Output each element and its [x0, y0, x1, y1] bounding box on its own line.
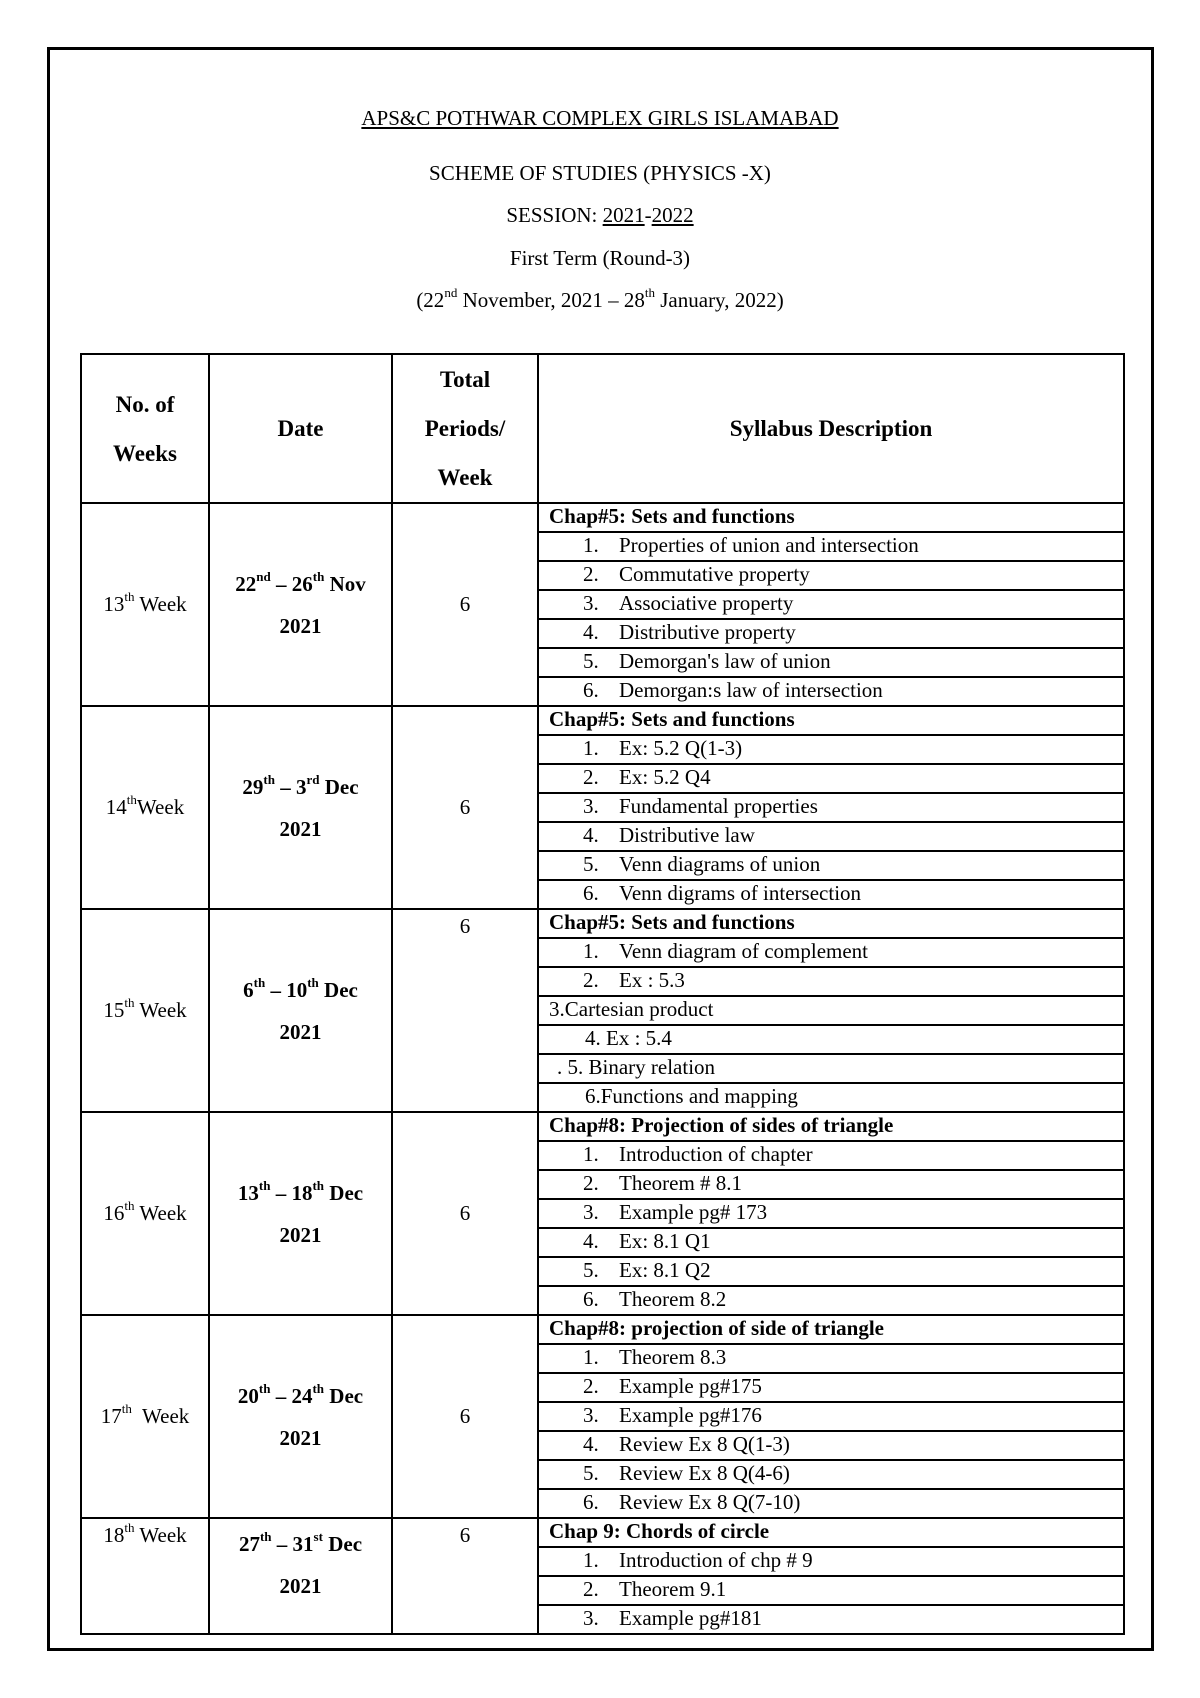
school-title: APS&C POTHWAR COMPLEX GIRLS ISLAMABAD — [361, 106, 839, 130]
item-number: 1. — [583, 1142, 599, 1166]
week-cell — [81, 1112, 209, 1315]
item-text: Example pg#176 — [619, 1403, 762, 1427]
list-item — [539, 1490, 1123, 1517]
periods-header-line3: Week — [437, 465, 493, 490]
table-row — [81, 503, 1124, 532]
item-number: 5. — [583, 649, 599, 673]
date-sep: – — [270, 1383, 292, 1408]
item-number: 2. — [583, 1577, 599, 1601]
week-sup: th — [124, 589, 135, 605]
list-item: 4. Ex : 5.4 — [585, 1026, 672, 1050]
syllabus-cell — [538, 619, 1124, 648]
date-end: 31 — [292, 1532, 314, 1556]
date-cell — [209, 1112, 392, 1315]
syllabus-cell — [538, 1605, 1124, 1634]
list-item: 3.Cartesian product — [549, 997, 714, 1021]
item-text: Theorem 8.2 — [619, 1287, 727, 1311]
term-title: First Term (Round-3) — [509, 246, 691, 270]
syllabus-cell — [538, 1344, 1124, 1373]
table-header-row — [81, 354, 1124, 503]
item-text: Ex: 8.1 Q1 — [619, 1229, 711, 1253]
syllabus-cell — [538, 561, 1124, 590]
col-header-date: Date — [209, 354, 392, 503]
date-year: 2021 — [279, 1019, 322, 1044]
week-cell — [81, 503, 209, 706]
list-item — [539, 1171, 1123, 1198]
week-sup: th — [124, 995, 135, 1011]
item-number: 6. — [583, 678, 599, 702]
syllabus-cell — [538, 1373, 1124, 1402]
item-number: 4. — [583, 1229, 599, 1253]
date-month: Nov — [324, 571, 366, 596]
date-month: Dec — [324, 1383, 364, 1408]
date-start-sup: th — [258, 1380, 271, 1396]
item-text: Review Ex 8 Q(1-3) — [619, 1432, 790, 1456]
syllabus-cell — [538, 822, 1124, 851]
date-start: 29 — [242, 774, 264, 799]
periods-cell: 6 — [392, 1112, 538, 1315]
syllabus-cell — [538, 909, 1124, 938]
range-mid: November, 2021 – 28 — [457, 288, 645, 312]
syllabus-cell — [538, 880, 1124, 909]
date-end: 26 — [291, 571, 313, 596]
item-text: Fundamental properties — [619, 794, 818, 818]
item-number: 1. — [583, 939, 599, 963]
term-date-range — [0, 285, 1200, 312]
chapter-heading: Chap 9: Chords of circle — [549, 1519, 770, 1543]
date-sep: – — [270, 571, 292, 596]
date-month: Dec — [319, 774, 359, 799]
week-sup: th — [126, 792, 137, 808]
list-item — [539, 533, 1123, 560]
item-text: Venn diagram of complement — [619, 939, 869, 963]
item-number: 1. — [583, 1548, 599, 1572]
list-item — [539, 765, 1123, 792]
item-number: 4. — [583, 823, 599, 847]
list-item — [539, 881, 1123, 908]
list-item — [539, 1577, 1123, 1604]
list-item: 6.Functions and mapping — [585, 1084, 798, 1108]
list-item — [539, 1461, 1123, 1488]
scheme-title: SCHEME OF STUDIES (PHYSICS -X) — [429, 161, 771, 185]
periods-cell: 6 — [392, 503, 538, 706]
item-text: Ex: 5.2 Q4 — [619, 765, 711, 789]
week-number: 16 — [103, 1201, 125, 1225]
item-text: Theorem 8.3 — [619, 1345, 727, 1369]
periods-header-line1: Total — [439, 367, 491, 392]
item-text: Ex: 8.1 Q2 — [619, 1258, 711, 1282]
syllabus-cell — [538, 648, 1124, 677]
syllabus-cell — [538, 1431, 1124, 1460]
list-item — [539, 794, 1123, 821]
date-end-sup: th — [312, 1380, 325, 1396]
scheme-table — [80, 353, 1125, 1635]
date-cell — [209, 909, 392, 1112]
item-number: 2. — [583, 1374, 599, 1398]
list-item — [539, 852, 1123, 879]
table-row — [81, 1112, 1124, 1141]
syllabus-cell — [538, 1460, 1124, 1489]
item-text: Distributive law — [619, 823, 755, 847]
date-sep: – — [271, 1532, 293, 1556]
list-item — [539, 591, 1123, 618]
date-cell — [209, 1315, 392, 1518]
item-text: Venn digrams of intersection — [619, 881, 862, 905]
periods-cell: 6 — [392, 706, 538, 909]
item-text: Review Ex 8 Q(7-10) — [619, 1490, 801, 1514]
list-item: . 5. Binary relation — [557, 1055, 716, 1079]
syllabus-cell — [538, 1257, 1124, 1286]
session-end: 2022 — [651, 203, 694, 227]
syllabus-cell — [538, 1025, 1124, 1054]
item-text: Demorgan:s law of intersection — [619, 678, 883, 702]
list-item — [539, 1229, 1123, 1256]
syllabus-cell — [538, 1170, 1124, 1199]
week-word: Week — [136, 795, 185, 819]
item-number: 3. — [583, 1200, 599, 1224]
date-start-sup: th — [258, 1177, 271, 1193]
week-number: 13 — [103, 592, 125, 616]
item-number: 6. — [583, 881, 599, 905]
syllabus-cell — [538, 764, 1124, 793]
list-item — [539, 939, 1123, 966]
date-sep: – — [270, 1180, 292, 1205]
list-item — [539, 649, 1123, 676]
syllabus-cell — [538, 590, 1124, 619]
date-cell — [209, 503, 392, 706]
date-end: 18 — [291, 1180, 313, 1205]
date-start-sup: th — [259, 1529, 272, 1545]
date-end-sup: th — [307, 974, 319, 990]
item-text: Introduction of chapter — [619, 1142, 813, 1166]
table-row — [81, 1315, 1124, 1344]
weeks-header-line1: No. of — [115, 391, 175, 417]
date-start: 6 — [243, 977, 254, 1002]
list-item — [539, 736, 1123, 763]
item-number: 3. — [583, 591, 599, 615]
periods-cell: 6 — [392, 1315, 538, 1518]
session-start: 2021 — [602, 203, 645, 227]
week-number: 14 — [105, 795, 127, 819]
table-row — [81, 1518, 1124, 1547]
date-start-sup: nd — [256, 568, 271, 584]
list-item — [539, 1403, 1123, 1430]
range-open: (22 — [416, 288, 445, 312]
syllabus-cell — [538, 851, 1124, 880]
item-number: 3. — [583, 1403, 599, 1427]
date-month: Dec — [324, 1180, 364, 1205]
syllabus-cell — [538, 1286, 1124, 1315]
table-row — [81, 909, 1124, 938]
syllabus-cell — [538, 735, 1124, 764]
list-item — [539, 678, 1123, 705]
list-item — [539, 620, 1123, 647]
week-cell — [81, 1518, 209, 1634]
syllabus-cell — [538, 1518, 1124, 1547]
week-cell — [81, 706, 209, 909]
syllabus-cell — [538, 996, 1124, 1025]
list-item — [539, 1200, 1123, 1227]
date-month: Dec — [322, 1532, 363, 1556]
periods-cell: 6 — [392, 909, 538, 1112]
item-number: 4. — [583, 1432, 599, 1456]
chapter-heading: Chap#8: Projection of sides of triangle — [549, 1113, 894, 1137]
item-text: Theorem 9.1 — [619, 1577, 727, 1601]
date-start: 27 — [238, 1532, 260, 1556]
list-item — [539, 562, 1123, 589]
item-number: 5. — [583, 1461, 599, 1485]
chapter-heading: Chap#5: Sets and functions — [549, 504, 795, 528]
syllabus-cell — [538, 1576, 1124, 1605]
item-number: 4. — [583, 620, 599, 644]
list-item — [539, 1548, 1123, 1575]
syllabus-cell — [538, 503, 1124, 532]
item-number: 6. — [583, 1287, 599, 1311]
date-sep: – — [265, 977, 287, 1002]
syllabus-cell — [538, 1315, 1124, 1344]
syllabus-cell — [538, 677, 1124, 706]
date-end-sup: th — [312, 568, 325, 584]
range-close: January, 2022) — [655, 288, 784, 312]
syllabus-cell — [538, 1054, 1124, 1083]
item-text: Ex: 5.2 Q(1-3) — [619, 736, 743, 760]
list-item — [539, 823, 1123, 850]
range-sup-1: nd — [444, 285, 458, 301]
item-text: Example pg# 173 — [619, 1200, 768, 1224]
date-year: 2021 — [279, 613, 322, 638]
date-start-sup: th — [263, 771, 275, 787]
item-number: 2. — [583, 968, 599, 992]
list-item — [539, 1258, 1123, 1285]
date-year: 2021 — [279, 1425, 322, 1450]
date-end: 24 — [291, 1383, 313, 1408]
syllabus-cell — [538, 1489, 1124, 1518]
week-word: Week — [134, 592, 187, 616]
item-number: 2. — [583, 562, 599, 586]
table-row — [81, 706, 1124, 735]
item-number: 5. — [583, 1258, 599, 1282]
item-number: 1. — [583, 1345, 599, 1369]
week-word: Week — [134, 1523, 187, 1547]
item-text: Commutative property — [619, 562, 810, 586]
week-sup: th — [124, 1520, 135, 1536]
syllabus-cell — [538, 967, 1124, 996]
syllabus-cell — [538, 1547, 1124, 1576]
week-sup: th — [124, 1198, 135, 1214]
session-label: SESSION: — [506, 203, 603, 227]
chapter-heading: Chap#8: projection of side of triangle — [549, 1316, 885, 1340]
item-text: Introduction of chp # 9 — [619, 1548, 813, 1572]
item-text: Example pg#175 — [619, 1374, 762, 1398]
session-dash: - — [644, 203, 652, 227]
date-start: 20 — [237, 1383, 259, 1408]
date-end-sup: th — [312, 1177, 325, 1193]
col-header-periods — [392, 354, 538, 503]
item-number: 3. — [583, 794, 599, 818]
col-header-syllabus: Syllabus Description — [538, 354, 1124, 503]
date-cell — [209, 706, 392, 909]
list-item — [539, 1432, 1123, 1459]
item-text: Review Ex 8 Q(4-6) — [619, 1461, 790, 1485]
syllabus-cell — [538, 1228, 1124, 1257]
date-year: 2021 — [279, 1222, 322, 1247]
syllabus-cell — [538, 1083, 1124, 1112]
range-sup-2: th — [644, 285, 655, 301]
col-header-weeks — [81, 354, 209, 503]
item-text: Ex : 5.3 — [619, 968, 685, 992]
item-text: Associative property — [619, 591, 794, 615]
list-item — [539, 1142, 1123, 1169]
item-text: Venn diagrams of union — [619, 852, 821, 876]
date-year: 2021 — [279, 1574, 322, 1598]
week-word: Week — [134, 1201, 187, 1225]
date-year: 2021 — [279, 816, 322, 841]
syllabus-cell — [538, 1141, 1124, 1170]
weeks-header-line2: Weeks — [113, 440, 177, 466]
item-text: Distributive property — [619, 620, 796, 644]
item-text: Properties of union and intersection — [619, 533, 919, 557]
item-text: Example pg#181 — [619, 1606, 762, 1630]
date-end: 3 — [295, 774, 307, 799]
item-number: 1. — [583, 736, 599, 760]
chapter-heading: Chap#5: Sets and functions — [549, 707, 795, 731]
date-end: 10 — [286, 977, 308, 1002]
week-number: 15 — [103, 998, 125, 1022]
date-month: Dec — [318, 977, 358, 1002]
week-word: Week — [131, 1404, 190, 1428]
date-start: 22 — [235, 571, 257, 596]
item-number: 6. — [583, 1490, 599, 1514]
item-text: Theorem # 8.1 — [619, 1171, 743, 1195]
syllabus-cell — [538, 1402, 1124, 1431]
item-text: Demorgan's law of union — [619, 649, 831, 673]
week-number: 18 — [103, 1523, 125, 1547]
week-cell — [81, 909, 209, 1112]
item-number: 2. — [583, 1171, 599, 1195]
week-number: 17 — [100, 1404, 122, 1428]
syllabus-cell — [538, 706, 1124, 735]
syllabus-cell — [538, 532, 1124, 561]
chapter-heading: Chap#5: Sets and functions — [549, 910, 795, 934]
date-sep: – — [274, 774, 296, 799]
list-item — [539, 968, 1123, 995]
week-cell — [81, 1315, 209, 1518]
date-start: 13 — [237, 1180, 259, 1205]
list-item — [539, 1287, 1123, 1314]
week-word: Week — [134, 998, 187, 1022]
date-cell — [209, 1518, 392, 1634]
syllabus-cell — [538, 1199, 1124, 1228]
date-end-sup: st — [313, 1529, 323, 1545]
session-line — [0, 205, 1200, 226]
item-number: 3. — [583, 1606, 599, 1630]
syllabus-cell — [538, 793, 1124, 822]
syllabus-cell — [538, 1112, 1124, 1141]
date-end-sup: rd — [306, 771, 320, 787]
date-start-sup: th — [253, 974, 266, 990]
list-item — [539, 1345, 1123, 1372]
item-number: 1. — [583, 533, 599, 557]
item-number: 5. — [583, 852, 599, 876]
periods-cell: 6 — [392, 1518, 538, 1634]
week-sup: th — [121, 1401, 132, 1417]
list-item — [539, 1606, 1123, 1633]
syllabus-cell — [538, 938, 1124, 967]
item-number: 2. — [583, 765, 599, 789]
list-item — [539, 1374, 1123, 1401]
periods-header-line2: Periods/ — [424, 416, 506, 441]
